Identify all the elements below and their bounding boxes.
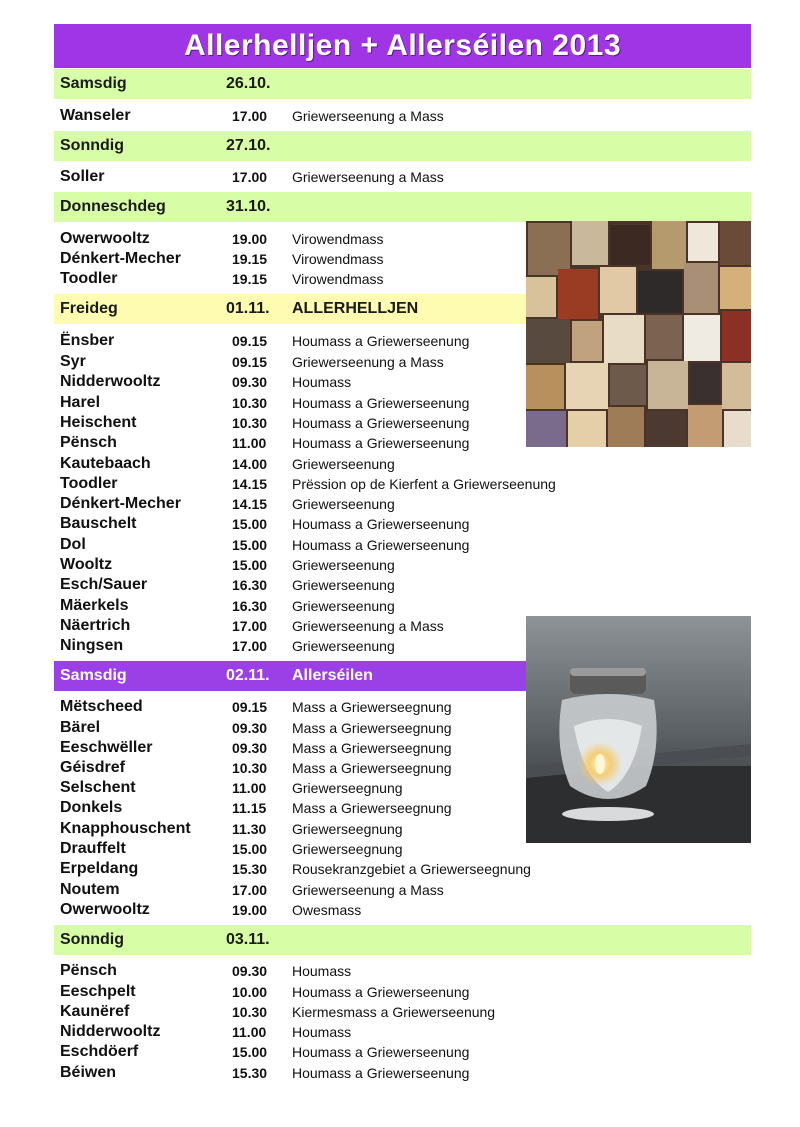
service-description: Virowendmass — [292, 271, 384, 287]
schedule-row — [54, 514, 751, 534]
service-time: 09.15 — [232, 333, 268, 349]
schedule-row — [54, 982, 751, 1002]
service-time: 17.00 — [232, 618, 268, 634]
day-date: 03.11. — [226, 931, 270, 948]
page-title: Allerhelljen + Allerséilen 2013 — [54, 24, 751, 68]
feast-name: ALLERHELLJEN — [292, 300, 419, 317]
place-name: Heischent — [60, 414, 137, 431]
service-time: 19.00 — [232, 902, 268, 918]
service-time: 15.00 — [232, 537, 268, 553]
service-time: 10.30 — [232, 415, 268, 431]
service-time: 11.15 — [232, 800, 267, 816]
service-description: Griewerseenung a Mass — [292, 108, 444, 124]
service-description: Griewerseenung — [292, 577, 395, 593]
place-name: Donkels — [60, 799, 123, 816]
day-header — [54, 925, 751, 955]
schedule-row — [54, 535, 751, 555]
day-header — [54, 192, 751, 222]
service-description: Houmass a Griewerseenung — [292, 537, 470, 553]
place-name: Mëtscheed — [60, 698, 143, 715]
day-header — [54, 69, 751, 99]
service-time: 14.15 — [232, 476, 268, 492]
service-time: 16.30 — [232, 577, 268, 593]
place-name: Kaunëref — [60, 1003, 130, 1020]
place-name: Drauffelt — [60, 840, 126, 857]
place-name: Noutem — [60, 881, 120, 898]
saints-collage-graphic — [526, 221, 751, 447]
place-name: Nidderwooltz — [60, 1023, 161, 1040]
service-description: Virowendmass — [292, 251, 384, 267]
day-header — [54, 131, 751, 161]
service-description: Kiermesmass a Griewerseenung — [292, 1004, 496, 1020]
service-time: 10.30 — [232, 760, 268, 776]
service-description: Griewerseenung a Mass — [292, 169, 444, 185]
place-name: Selschent — [60, 779, 136, 796]
schedule-row — [54, 596, 751, 616]
schedule-row — [54, 494, 751, 514]
service-time: 14.15 — [232, 496, 268, 512]
service-time: 15.00 — [232, 557, 268, 573]
service-description: Mass a Griewerseegnung — [292, 760, 452, 776]
schedule-row — [54, 961, 751, 981]
service-time: 16.30 — [232, 598, 268, 614]
place-name: Soller — [60, 168, 105, 185]
place-name: Syr — [60, 353, 86, 370]
schedule-row — [54, 900, 751, 920]
service-time: 17.00 — [232, 882, 268, 898]
service-description: Griewerseegnung — [292, 821, 403, 837]
day-date: 02.11. — [226, 667, 270, 684]
saints-collage-image — [526, 221, 751, 447]
place-name: Eschdöerf — [60, 1043, 139, 1060]
service-description: Griewerseenung — [292, 638, 395, 654]
service-time: 15.30 — [232, 861, 268, 877]
place-name: Owerwooltz — [60, 230, 150, 247]
place-name: Bauschelt — [60, 515, 137, 532]
service-description: Houmass a Griewerseenung — [292, 435, 470, 451]
day-header — [54, 661, 526, 691]
service-time: 09.30 — [232, 740, 268, 756]
place-name: Mäerkels — [60, 597, 129, 614]
schedule-row — [54, 575, 751, 595]
place-name: Harel — [60, 394, 101, 411]
service-description: Mass a Griewerseegnung — [292, 740, 452, 756]
place-name: Dénkert-Mecher — [60, 250, 181, 267]
place-name: Wooltz — [60, 556, 113, 573]
day-date: 26.10. — [226, 75, 271, 92]
day-name: Sonndig — [60, 137, 124, 154]
schedule-row — [54, 167, 751, 187]
service-time: 17.00 — [232, 169, 268, 185]
schedule-row — [54, 1063, 751, 1083]
service-time: 15.00 — [232, 841, 268, 857]
service-time: 09.30 — [232, 374, 268, 390]
service-description: Houmass — [292, 374, 352, 390]
place-name: Erpeldang — [60, 860, 139, 877]
schedule-row — [54, 474, 751, 494]
service-time: 09.15 — [232, 699, 268, 715]
day-name: Samsdig — [60, 75, 127, 92]
schedule-row — [54, 555, 751, 575]
place-name: Toodler — [60, 475, 118, 492]
service-description: Houmass a Griewerseenung — [292, 395, 470, 411]
place-name: Kautebaach — [60, 455, 151, 472]
day-date: 31.10. — [226, 198, 271, 215]
place-name: Pënsch — [60, 962, 117, 979]
service-time: 17.00 — [232, 108, 268, 124]
schedule-row — [54, 1022, 751, 1042]
place-name: Dénkert-Mecher — [60, 495, 181, 512]
service-time: 11.00 — [232, 435, 267, 451]
schedule-row — [54, 106, 751, 126]
service-description: Houmass a Griewerseenung — [292, 333, 470, 349]
service-time: 19.15 — [232, 271, 268, 287]
feast-name: Allerséilen — [292, 667, 373, 684]
place-name: Eeschwëller — [60, 739, 153, 756]
service-description: Houmass a Griewerseenung — [292, 1044, 470, 1060]
service-description: Owesmass — [292, 902, 362, 918]
service-description: Griewerseenung a Mass — [292, 882, 444, 898]
service-time: 09.15 — [232, 354, 268, 370]
service-time: 15.00 — [232, 516, 268, 532]
schedule-row — [54, 859, 751, 879]
service-time: 19.15 — [232, 251, 268, 267]
service-description: Rousekranzgebiet a Griewerseegnung — [292, 861, 531, 877]
service-description: Griewerseenung a Mass — [292, 354, 444, 370]
place-name: Pënsch — [60, 434, 117, 451]
service-time: 09.30 — [232, 963, 268, 979]
service-description: Griewerseenung — [292, 456, 395, 472]
service-description: Houmass a Griewerseenung — [292, 516, 470, 532]
service-description: Houmass a Griewerseenung — [292, 984, 470, 1000]
place-name: Ningsen — [60, 637, 124, 654]
service-time: 17.00 — [232, 638, 268, 654]
service-description: Houmass a Griewerseenung — [292, 415, 470, 431]
service-time: 14.00 — [232, 456, 268, 472]
place-name: Dol — [60, 536, 86, 553]
place-name: Esch/Sauer — [60, 576, 148, 593]
schedule-row — [54, 454, 751, 474]
service-time: 10.00 — [232, 984, 268, 1000]
day-date: 27.10. — [226, 137, 271, 154]
grave-candle-graphic — [526, 616, 751, 843]
place-name: Owerwooltz — [60, 901, 150, 918]
service-description: Houmass a Griewerseenung — [292, 1065, 470, 1081]
service-description: Houmass — [292, 963, 352, 979]
service-time: 11.00 — [232, 780, 267, 796]
day-name: Freideg — [60, 300, 118, 317]
service-description: Houmass — [292, 1024, 352, 1040]
service-description: Griewerseenung — [292, 598, 395, 614]
schedule-row — [54, 1042, 751, 1062]
service-description: Prëssion op de Kierfent a Griewerseenung — [292, 476, 556, 492]
place-name: Béiwen — [60, 1064, 117, 1081]
service-time: 15.30 — [232, 1065, 268, 1081]
service-description: Mass a Griewerseegnung — [292, 699, 452, 715]
day-name: Donneschdeg — [60, 198, 166, 215]
schedule-row — [54, 880, 751, 900]
place-name: Géisdref — [60, 759, 125, 776]
service-time: 09.30 — [232, 720, 268, 736]
service-description: Griewerseenung — [292, 557, 395, 573]
service-time: 19.00 — [232, 231, 268, 247]
place-name: Nidderwooltz — [60, 373, 161, 390]
place-name: Knapphouschent — [60, 820, 191, 837]
service-description: Griewerseegnung — [292, 780, 403, 796]
grave-candle-image — [526, 616, 751, 843]
service-time: 15.00 — [232, 1044, 268, 1060]
service-description: Mass a Griewerseegnung — [292, 800, 452, 816]
service-time: 11.30 — [232, 821, 267, 837]
service-description: Griewerseenung — [292, 496, 395, 512]
place-name: Ënsber — [60, 332, 115, 349]
schedule-row — [54, 1002, 751, 1022]
service-description: Mass a Griewerseegnung — [292, 720, 452, 736]
service-time: 11.00 — [232, 1024, 267, 1040]
place-name: Bärel — [60, 719, 101, 736]
day-name: Samsdig — [60, 667, 127, 684]
service-description: Virowendmass — [292, 231, 384, 247]
day-name: Sonndig — [60, 931, 124, 948]
service-time: 10.30 — [232, 395, 268, 411]
day-date: 01.11. — [226, 300, 270, 317]
service-description: Griewerseegnung — [292, 841, 403, 857]
place-name: Wanseler — [60, 107, 131, 124]
place-name: Toodler — [60, 270, 118, 287]
day-header — [54, 294, 526, 324]
place-name: Eeschpelt — [60, 983, 136, 1000]
service-time: 10.30 — [232, 1004, 268, 1020]
place-name: Näertrich — [60, 617, 131, 634]
service-description: Griewerseenung a Mass — [292, 618, 444, 634]
